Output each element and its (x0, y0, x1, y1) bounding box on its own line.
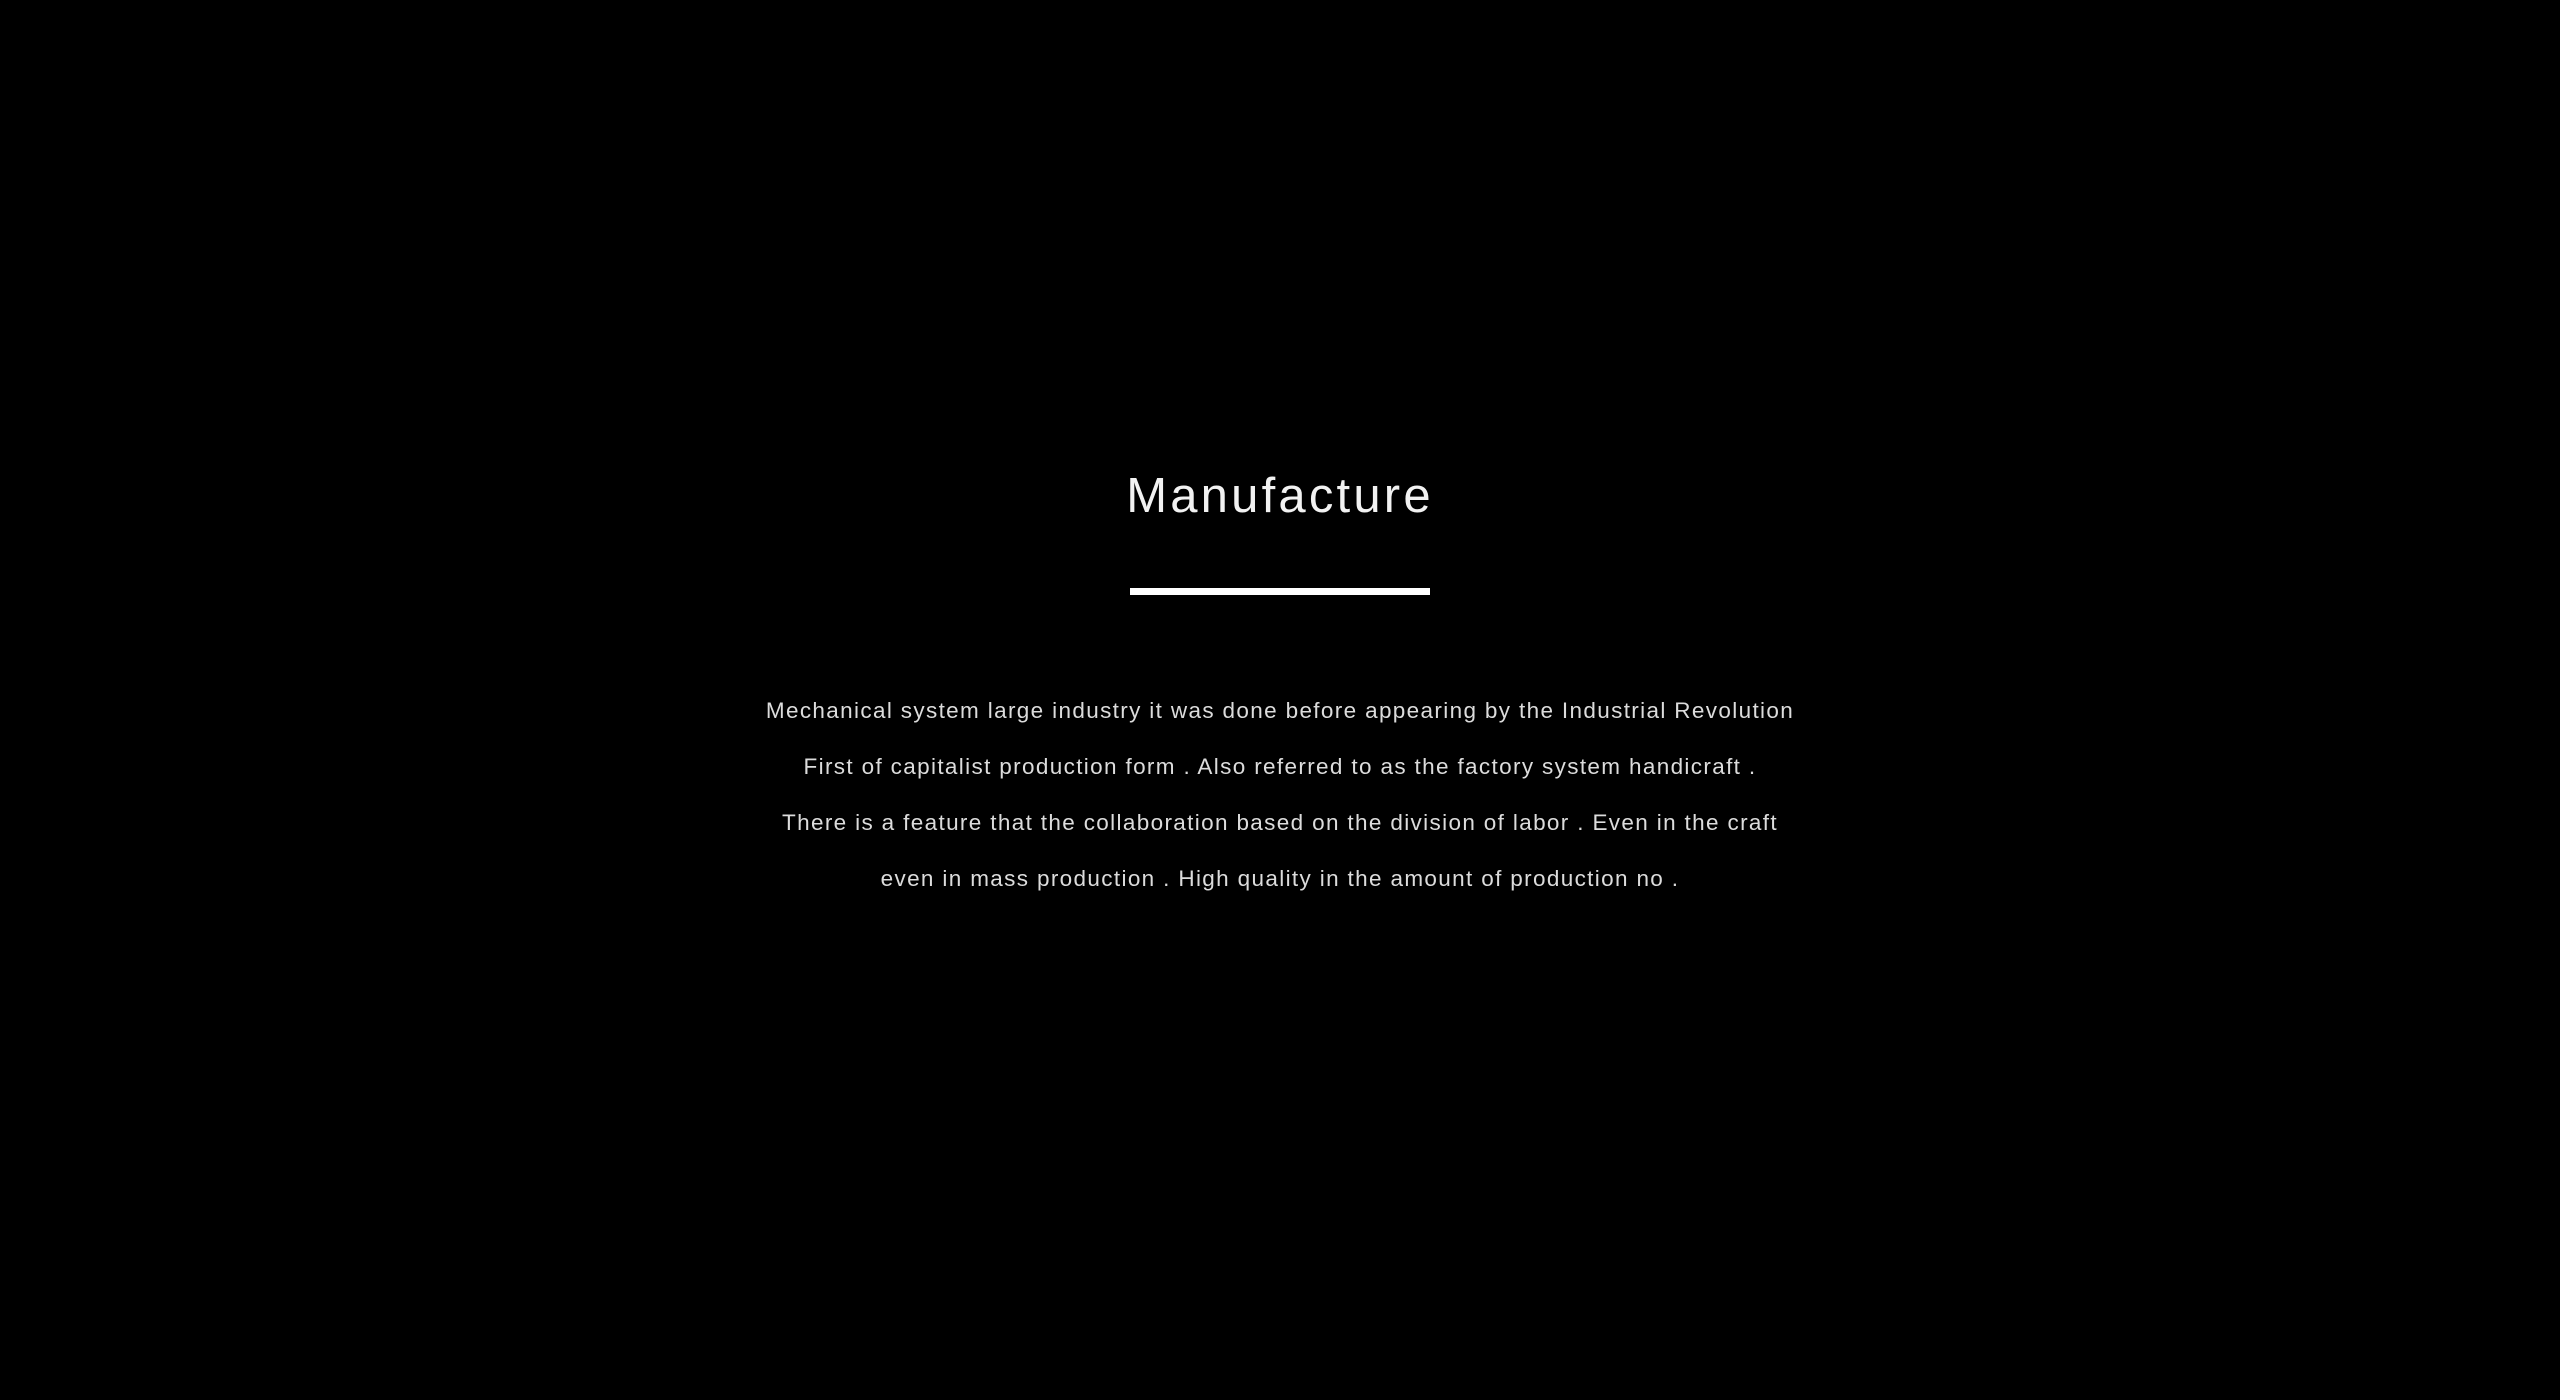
body-line: Mechanical system large industry it was done before appearing by the Industrial Revolution (765, 697, 1795, 723)
body-line: First of capitalist production form . Also referred to as the factory system handicraft . (803, 753, 1757, 779)
slide-content (0, 470, 2560, 907)
body-text (766, 683, 1794, 907)
title-divider (1130, 588, 1430, 595)
page-title: Manufacture (1126, 469, 1434, 523)
body-line: There is a feature that the collaboration based on the division of labor . Even in the craft (782, 809, 1778, 835)
body-line: even in mass production . High quality in the amount of production no . (880, 865, 1680, 891)
